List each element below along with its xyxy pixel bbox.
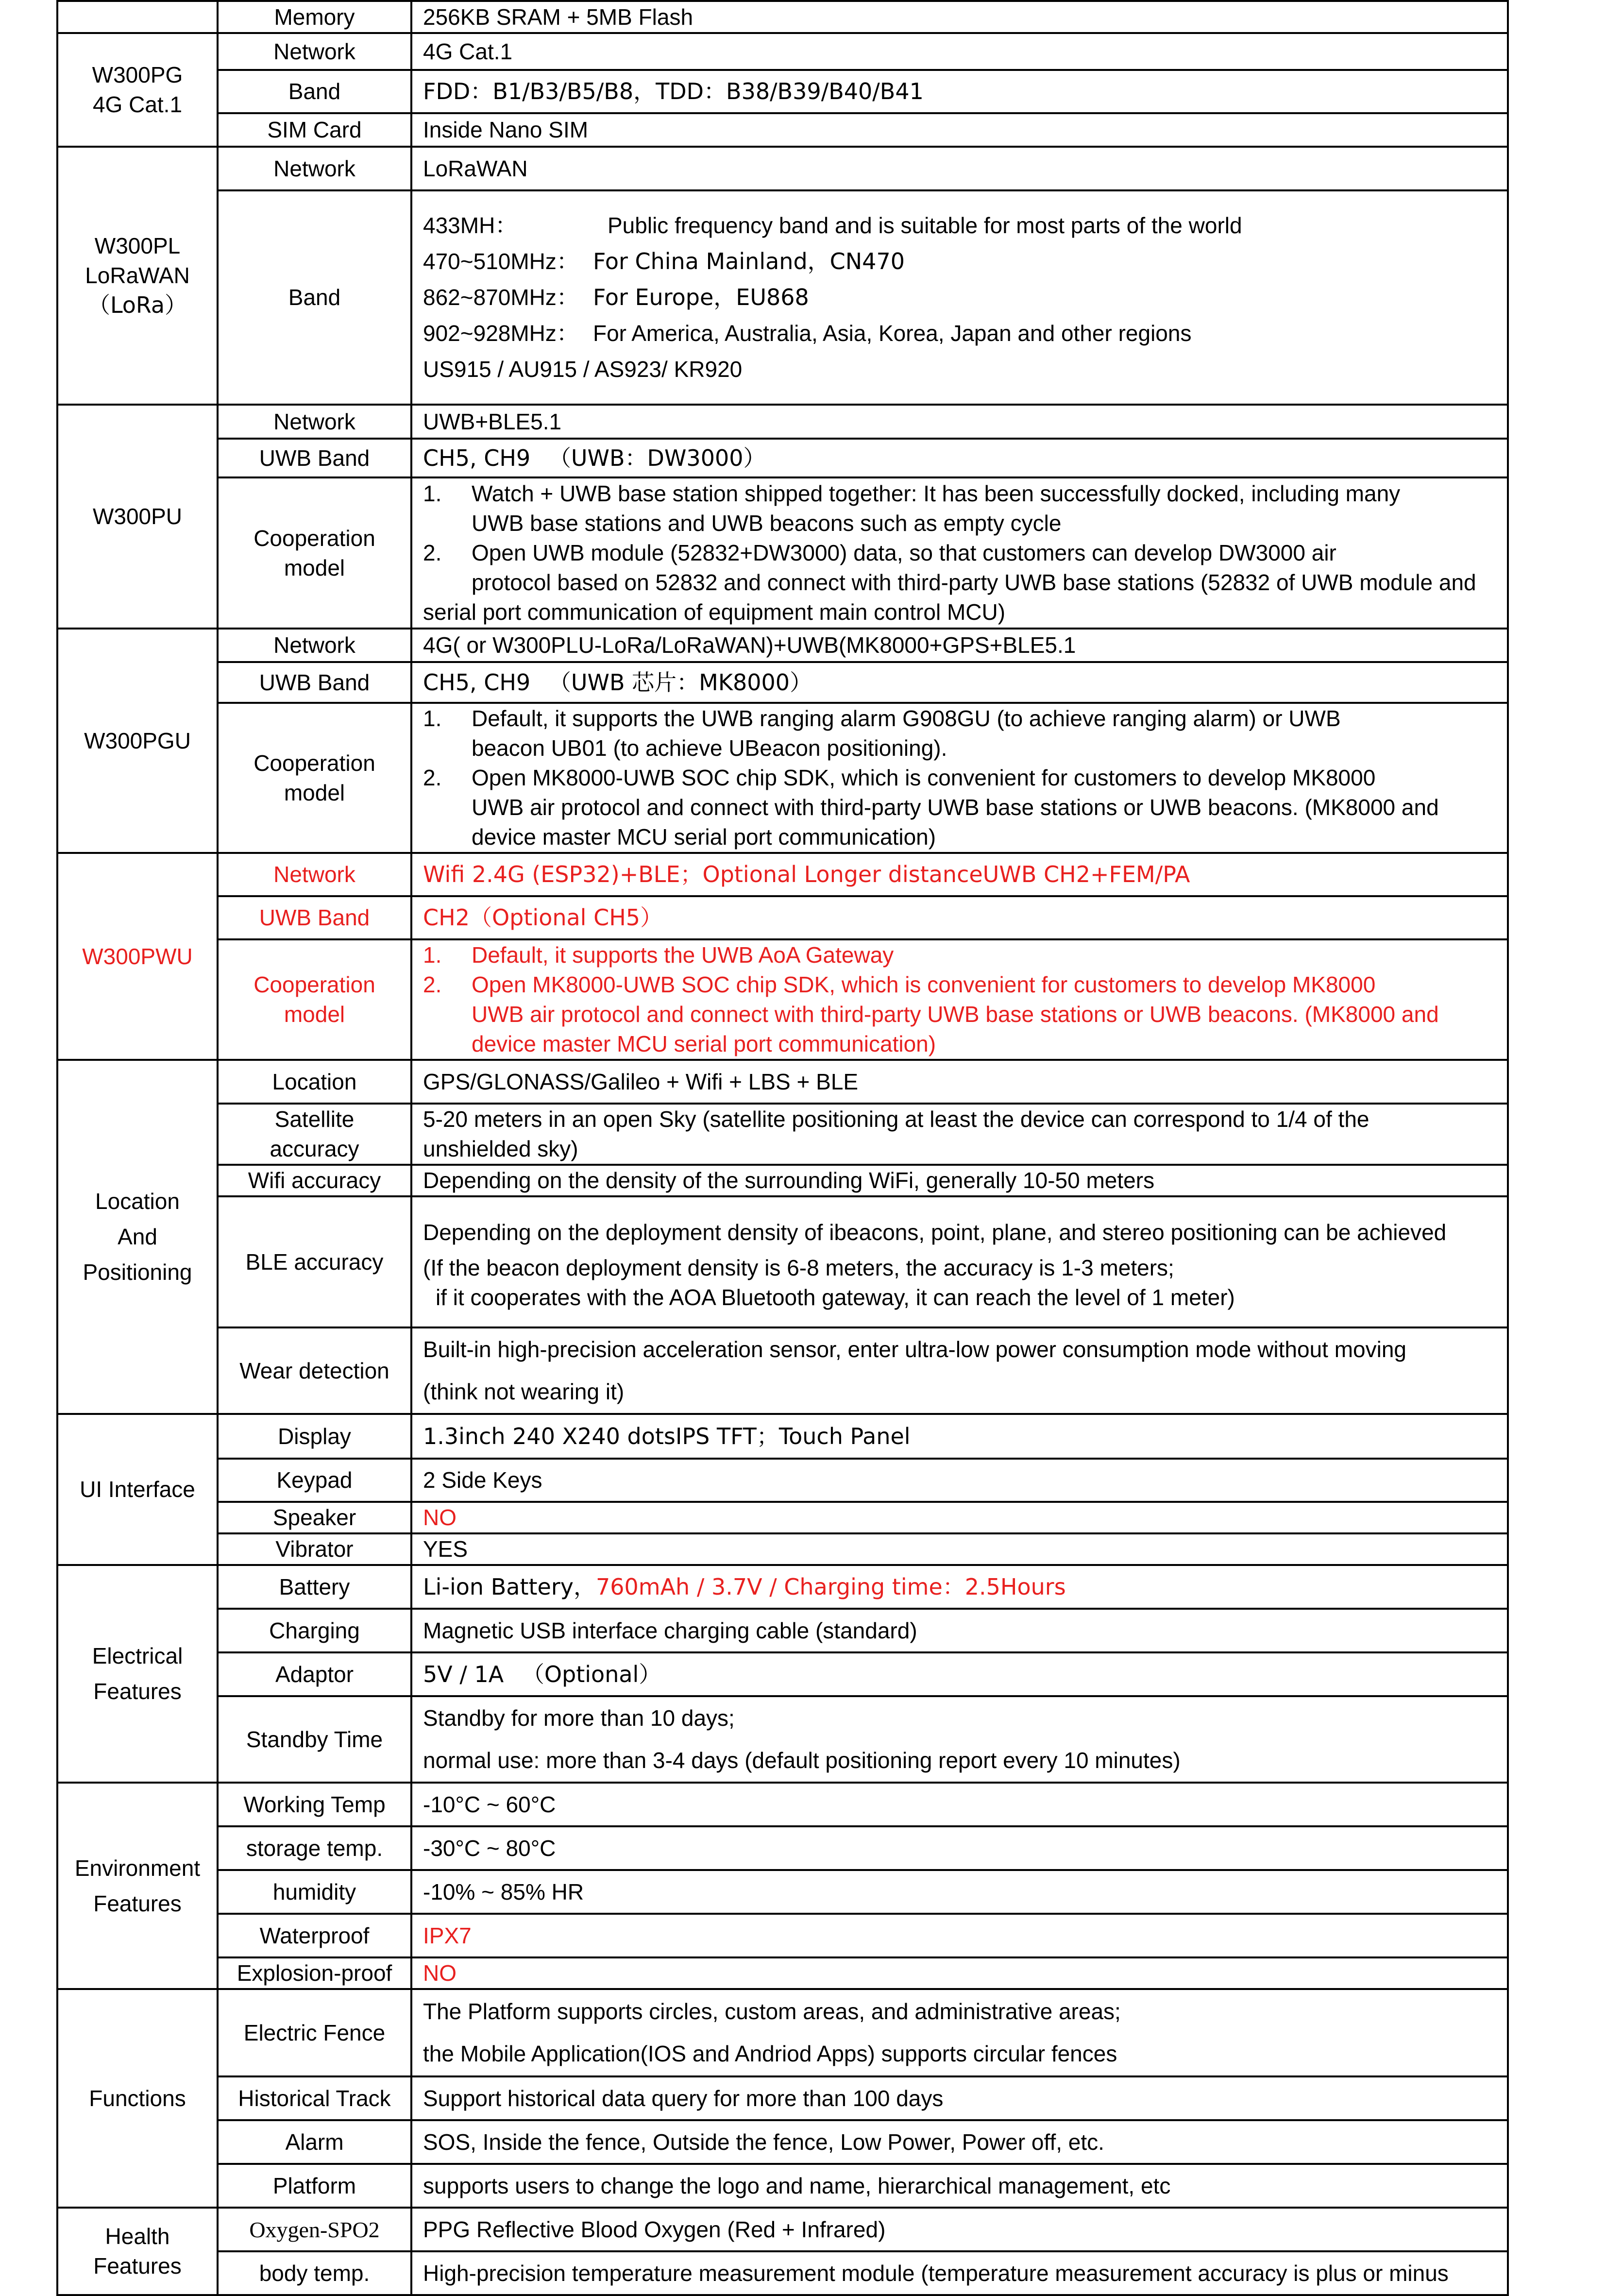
coop-item-line: Open UWB module (52832+DW3000) data, so that customers can develop DW3000 air xyxy=(472,540,1336,565)
value-cooperation-model xyxy=(411,477,1508,629)
row-w300pg-network xyxy=(57,33,1508,70)
label-standby-time: Standby Time xyxy=(218,1696,411,1783)
row-w300pg-band xyxy=(57,70,1508,113)
coop-item-line: Default, it supports the UWB ranging alarm G908GU (to achieve ranging alarm) or UWB xyxy=(472,706,1341,731)
row-oxygen-spo2 xyxy=(57,2208,1508,2251)
label-display: Display xyxy=(218,1414,411,1459)
label-cooperation-model: Cooperation model xyxy=(218,939,411,1060)
row-alarm xyxy=(57,2120,1508,2164)
coop-item-number: 1. xyxy=(423,942,442,968)
band-desc: For Europe，EU868 xyxy=(593,284,809,310)
coop-item-line: UWB base stations and UWB beacons such as empty cycle xyxy=(472,510,1062,536)
label-network: Network xyxy=(218,629,411,662)
row-w300pl-network xyxy=(57,147,1508,190)
value-satellite-line1: 5-20 meters in an open Sky (satellite positioning at least the device can correspond to 1/4 of the xyxy=(423,1106,1369,1132)
value-platform: supports users to change the logo and name, hierarchical management, etc xyxy=(411,2164,1508,2208)
coop-item-line: Watch + UWB base station shipped together: It has been successfully docked, including many xyxy=(472,481,1401,506)
value-sim-card: Inside Nano SIM xyxy=(411,113,1508,147)
band-extra xyxy=(423,355,1496,384)
value-charging: Magnetic USB interface charging cable (standard) xyxy=(411,1609,1508,1652)
row-w300pgu-coop xyxy=(57,703,1508,853)
band-key: 862~870MHz： xyxy=(423,285,579,310)
group-electrical-features xyxy=(57,1565,218,1783)
coop-item-line: beacon UB01 (to achieve UBeacon positioning). xyxy=(472,735,947,761)
value-location: GPS/GLONASS/Galileo + Wifi + LBS + BLE xyxy=(411,1060,1508,1104)
group-w300pg xyxy=(57,33,218,147)
value-body-temp: High-precision temperature measurement module (temperature measurement accuracy is plus or minus xyxy=(411,2251,1508,2295)
group-environment-features xyxy=(57,1783,218,1989)
value-satellite-accuracy xyxy=(411,1104,1508,1165)
row-explosion-proof xyxy=(57,1957,1508,1989)
band-item xyxy=(423,247,1496,276)
coop-item-line: Open MK8000-UWB SOC chip SDK, which is convenient for customers to develop MK8000 xyxy=(472,972,1376,997)
group-w300pl xyxy=(57,147,218,405)
row-standby xyxy=(57,1696,1508,1783)
band-desc: For America, Australia, Asia, Korea, Japan and other regions xyxy=(593,321,1192,346)
row-vibrator xyxy=(57,1533,1508,1565)
row-w300pu-coop xyxy=(57,477,1508,629)
row-charging xyxy=(57,1609,1508,1652)
spec-sheet xyxy=(56,0,1507,2296)
value-battery xyxy=(411,1565,1508,1609)
row-electric-fence xyxy=(57,1989,1508,2076)
label-keypad: Keypad xyxy=(218,1459,411,1502)
row-location xyxy=(57,1060,1508,1104)
value-display: 1.3inch 240 X240 dotsIPS TFT；Touch Panel xyxy=(411,1414,1508,1459)
coop-item-line: serial port communication of equipment main control MCU) xyxy=(423,599,1006,625)
coop-item-line: Default, it supports the UWB AoA Gateway xyxy=(472,942,894,968)
row-memory xyxy=(57,1,1508,33)
value-alarm: SOS, Inside the fence, Outside the fence, Low Power, Power off, etc. xyxy=(411,2120,1508,2164)
band-extra-text: US915 / AU915 / AS923/ KR920 xyxy=(423,357,743,382)
value-ble-accuracy xyxy=(411,1196,1508,1327)
value-explosion-proof: NO xyxy=(411,1957,1508,1989)
row-satellite-accuracy xyxy=(57,1104,1508,1165)
coop-item-line: UWB air protocol and connect with third-party UWB base stations or UWB beacons. (MK8000 and xyxy=(472,1002,1439,1027)
value-waterproof: IPX7 xyxy=(411,1914,1508,1957)
row-w300pwu-uwb xyxy=(57,896,1508,939)
label-historical-track: Historical Track xyxy=(218,2076,411,2120)
row-humidity xyxy=(57,1870,1508,1914)
label-memory: Memory xyxy=(218,1,411,33)
label-alarm: Alarm xyxy=(218,2120,411,2164)
row-speaker xyxy=(57,1502,1508,1533)
coop-item-line: protocol based on 52832 and connect with third-party UWB base stations (52832 of UWB module and xyxy=(472,570,1476,595)
value-wear-detection xyxy=(411,1327,1508,1414)
coop-item xyxy=(423,704,1496,763)
value-fence-line2: the Mobile Application(IOS and Andriod Apps) supports circular fences xyxy=(423,2041,1117,2066)
value-electric-fence xyxy=(411,1989,1508,2076)
band-item xyxy=(423,283,1496,312)
value-standby-time xyxy=(411,1696,1508,1783)
coop-item xyxy=(423,538,1496,627)
group-ui-interface: UI Interface xyxy=(57,1414,218,1565)
row-w300pu-network xyxy=(57,405,1508,439)
value-adaptor: 5V / 1A （Optional） xyxy=(411,1652,1508,1696)
coop-item xyxy=(423,763,1496,852)
value-band: FDD：B1/B3/B5/B8，TDD：B38/B39/B40/B41 xyxy=(411,70,1508,113)
group-location-line1: Location xyxy=(95,1189,180,1214)
value-uwb-band: CH5, CH9 （UWB：DW3000） xyxy=(411,439,1508,477)
coop-item xyxy=(423,970,1496,1059)
group-functions: Functions xyxy=(57,1989,218,2208)
label-electric-fence: Electric Fence xyxy=(218,1989,411,2076)
label-ble-accuracy: BLE accuracy xyxy=(218,1196,411,1327)
coop-item-number: 2. xyxy=(423,540,442,565)
group-environment-line2: Features xyxy=(93,1890,182,1916)
label-location: Location xyxy=(218,1060,411,1104)
label-waterproof: Waterproof xyxy=(218,1914,411,1957)
value-fence-line1: The Platform supports circles, custom areas, and administrative areas; xyxy=(423,1999,1121,2024)
row-w300pgu-uwb xyxy=(57,662,1508,703)
value-network: Wifi 2.4G (ESP32)+BLE；Optional Longer distanceUWB CH2+FEM/PA xyxy=(411,853,1508,896)
label-satellite-accuracy xyxy=(218,1104,411,1165)
value-working-temp: -10°C ~ 60°C xyxy=(411,1783,1508,1826)
coop-item-line: UWB air protocol and connect with third-party UWB base stations or UWB beacons. (MK8000 and xyxy=(472,795,1439,820)
row-w300pu-uwb xyxy=(57,439,1508,477)
label-band: Band xyxy=(218,190,411,405)
value-storage-temp: -30°C ~ 80°C xyxy=(411,1826,1508,1870)
label-uwb-band: UWB Band xyxy=(218,439,411,477)
value-wear-line2: (think not wearing it) xyxy=(423,1379,625,1404)
group-location-line3: Positioning xyxy=(83,1259,192,1285)
row-body-temp xyxy=(57,2251,1508,2295)
coop-item xyxy=(423,940,1496,970)
value-ble-line3: if it cooperates with the AOA Bluetooth gateway, it can reach the level of 1 meter) xyxy=(436,1284,1235,1310)
label-wear-detection: Wear detection xyxy=(218,1327,411,1414)
label-uwb-band: UWB Band xyxy=(218,662,411,703)
label-speaker: Speaker xyxy=(218,1502,411,1533)
value-historical-track: Support historical data query for more than 100 days xyxy=(411,2076,1508,2120)
value-speaker: NO xyxy=(411,1502,1508,1533)
label-platform: Platform xyxy=(218,2164,411,2208)
coop-item xyxy=(423,479,1496,538)
group-electrical-line2: Features xyxy=(93,1679,182,1704)
label-cooperation-model: Cooperation model xyxy=(218,703,411,853)
value-cooperation-model xyxy=(411,703,1508,853)
value-uwb-band: CH2（Optional CH5） xyxy=(411,896,1508,939)
label-charging: Charging xyxy=(218,1609,411,1652)
group-w300pgu: W300PGU xyxy=(57,629,218,853)
label-adaptor: Adaptor xyxy=(218,1652,411,1696)
band-item xyxy=(423,211,1496,240)
row-adaptor xyxy=(57,1652,1508,1696)
group-w300pwu: W300PWU xyxy=(57,853,218,1060)
band-item xyxy=(423,319,1496,348)
row-wifi-accuracy xyxy=(57,1165,1508,1196)
group-cell-continued xyxy=(57,1,218,33)
coop-item-line: device master MCU serial port communication) xyxy=(472,1031,936,1056)
group-w300pl-line2: LoRaWAN xyxy=(85,263,190,288)
label-uwb-band: UWB Band xyxy=(218,896,411,939)
value-cooperation-model xyxy=(411,939,1508,1060)
value-keypad: 2 Side Keys xyxy=(411,1459,1508,1502)
label-oxygen-spo2: Oxygen-SPO2 xyxy=(218,2208,411,2251)
coop-item-number: 2. xyxy=(423,972,442,997)
row-w300pwu-coop xyxy=(57,939,1508,1060)
band-key: 433MH： xyxy=(423,213,518,238)
label-satellite-line2: accuracy xyxy=(270,1136,359,1161)
row-w300pgu-network xyxy=(57,629,1508,662)
group-w300pg-line2: 4G Cat.1 xyxy=(92,92,183,117)
group-location-line2: And xyxy=(118,1224,157,1249)
value-vibrator: YES xyxy=(411,1533,1508,1565)
label-body-temp: body temp. xyxy=(218,2251,411,2295)
group-w300pg-line1: W300PG xyxy=(92,62,183,87)
row-wear-detection xyxy=(57,1327,1508,1414)
label-network: Network xyxy=(218,405,411,439)
value-wifi-accuracy: Depending on the density of the surrounding WiFi, generally 10-50 meters xyxy=(411,1165,1508,1196)
band-key: 470~510MHz： xyxy=(423,249,579,274)
row-platform xyxy=(57,2164,1508,2208)
coop-list xyxy=(423,479,1496,627)
group-location-positioning xyxy=(57,1060,218,1414)
value-battery-spec: 760mAh / 3.7V / Charging time：2.5Hours xyxy=(595,1573,1066,1600)
label-sim-card: SIM Card xyxy=(218,113,411,147)
label-humidity: humidity xyxy=(218,1870,411,1914)
value-ble-line1: Depending on the deployment density of ibeacons, point, plane, and stereo positioning can be achieved xyxy=(423,1219,1447,1245)
band-desc: Public frequency band and is suitable for most parts of the world xyxy=(608,213,1242,238)
value-humidity: -10% ~ 85% HR xyxy=(411,1870,1508,1914)
value-network: 4G Cat.1 xyxy=(411,33,1508,70)
value-battery-type: Li-ion Battery， xyxy=(423,1573,596,1600)
row-display xyxy=(57,1414,1508,1459)
row-w300pwu-network xyxy=(57,853,1508,896)
value-memory: 256KB SRAM + 5MB Flash xyxy=(411,1,1508,33)
label-network: Network xyxy=(218,33,411,70)
label-satellite-line1: Satellite xyxy=(274,1106,355,1132)
row-historical-track xyxy=(57,2076,1508,2120)
group-environment-line1: Environment xyxy=(74,1855,201,1881)
group-health-features xyxy=(57,2208,218,2295)
value-uwb-band: CH5, CH9 （UWB 芯片：MK8000） xyxy=(411,662,1508,703)
value-ble-line2: (If the beacon deployment density is 6-8 meters, the accuracy is 1-3 meters; xyxy=(423,1255,1174,1280)
row-waterproof xyxy=(57,1914,1508,1957)
group-health-line2: Features xyxy=(93,2253,182,2279)
row-storage-temp xyxy=(57,1826,1508,1870)
label-band: Band xyxy=(218,70,411,113)
value-satellite-line2: unshielded sky) xyxy=(423,1136,578,1161)
label-working-temp: Working Temp xyxy=(218,1783,411,1826)
coop-list xyxy=(423,940,1496,1059)
label-vibrator: Vibrator xyxy=(218,1533,411,1565)
coop-item-line: device master MCU serial port communication) xyxy=(472,824,936,850)
value-oxygen-spo2: PPG Reflective Blood Oxygen (Red + Infrared) xyxy=(411,2208,1508,2251)
coop-list xyxy=(423,704,1496,852)
coop-item-number: 2. xyxy=(423,765,442,790)
value-wear-line1: Built-in high-precision acceleration sensor, enter ultra-low power consumption mode without moving xyxy=(423,1337,1407,1362)
row-working-temp xyxy=(57,1783,1508,1826)
value-network: 4G( or W300PLU-LoRa/LoRaWAN)+UWB(MK8000+GPS+BLE5.1 xyxy=(411,629,1508,662)
value-standby-line1: Standby for more than 10 days; xyxy=(423,1705,735,1731)
band-desc: For China Mainland，CN470 xyxy=(593,248,905,274)
value-network: LoRaWAN xyxy=(411,147,1508,190)
coop-item-number: 1. xyxy=(423,706,442,731)
band-key: 902~928MHz： xyxy=(423,321,579,346)
row-keypad xyxy=(57,1459,1508,1502)
label-network: Network xyxy=(218,147,411,190)
value-band-list xyxy=(411,190,1508,405)
label-explosion-proof: Explosion-proof xyxy=(218,1957,411,1989)
coop-item-number: 1. xyxy=(423,481,442,506)
row-ble-accuracy xyxy=(57,1196,1508,1327)
row-w300pl-band xyxy=(57,190,1508,405)
group-health-line1: Health xyxy=(105,2224,170,2249)
value-standby-line2: normal use: more than 3-4 days (default positioning report every 10 minutes) xyxy=(423,1748,1181,1773)
coop-item-line: Open MK8000-UWB SOC chip SDK, which is convenient for customers to develop MK8000 xyxy=(472,765,1376,790)
value-network: UWB+BLE5.1 xyxy=(411,405,1508,439)
label-cooperation-model: Cooperation model xyxy=(218,477,411,629)
row-battery xyxy=(57,1565,1508,1609)
spec-table xyxy=(56,0,1509,2296)
label-battery: Battery xyxy=(218,1565,411,1609)
label-network: Network xyxy=(218,853,411,896)
group-w300pu: W300PU xyxy=(57,405,218,629)
label-wifi-accuracy: Wifi accuracy xyxy=(218,1165,411,1196)
row-w300pg-sim xyxy=(57,113,1508,147)
group-w300pl-line1: W300PL xyxy=(94,233,181,258)
group-w300pl-line3: （LoRa） xyxy=(87,292,187,318)
label-storage-temp: storage temp. xyxy=(218,1826,411,1870)
group-electrical-line1: Electrical xyxy=(92,1643,183,1668)
